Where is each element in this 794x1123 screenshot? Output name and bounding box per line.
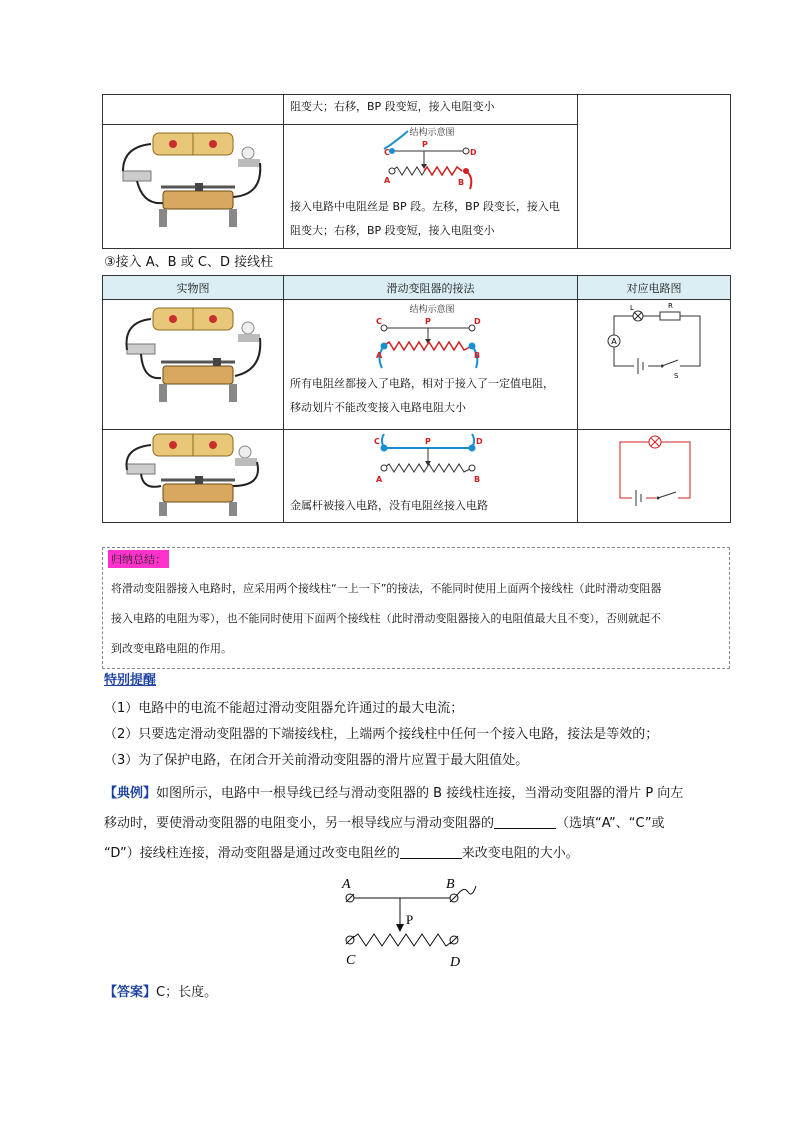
fig-label-A: A	[342, 877, 351, 892]
label-B: B	[474, 475, 481, 484]
example-line-3	[104, 839, 744, 869]
top-row2-text-1: 接入电路中电阻丝是 BP 段。左移，BP 段变长，接入电	[290, 200, 560, 213]
row2-photo-cell	[103, 430, 284, 523]
fig-label-C: C	[346, 953, 356, 968]
top-table-desc-cell-2	[284, 125, 578, 249]
label-D: D	[470, 148, 477, 157]
label-A: A	[376, 351, 383, 360]
label-B: B	[474, 351, 481, 360]
fig-label-B: B	[446, 877, 455, 892]
example-rheostat-figure	[330, 872, 490, 972]
top-row1-text: 阻变大；右移，BP 段变短，接入电阻变小	[290, 100, 495, 113]
answer-tag: 【答案】	[104, 985, 157, 1000]
example-paragraph	[104, 779, 744, 869]
fig-label-P: P	[406, 912, 414, 927]
summary-line-1: 将滑动变阻器接入电路时，应采用两个接线柱“一上一下”的接法，不能同时使用上面两个接线柱（此时滑动变阻器	[111, 582, 662, 595]
summary-body	[111, 574, 723, 664]
label-B: B	[458, 178, 465, 187]
rheostat-photo	[113, 125, 273, 235]
label-P: P	[425, 317, 431, 326]
label-P: P	[422, 140, 428, 149]
example-text-3a: “D”）接线柱连接，滑动变阻器是通过改变电阻丝的	[104, 846, 400, 861]
label-A: A	[376, 475, 383, 484]
top-table-desc-cell-1	[284, 95, 578, 125]
example-text-3b: 来改变电阻的大小。	[461, 846, 579, 861]
rheostat-photo	[113, 430, 273, 518]
row1-method-cell	[284, 300, 578, 430]
structure-diagram-1	[284, 125, 578, 195]
header-photo: 实物图	[103, 276, 284, 300]
rheostat-photo	[113, 300, 273, 410]
top-row2-text-2: 阻变大；右移，BP 段变短，接入电阻变小	[290, 224, 495, 237]
top-table-circuit-cell	[578, 95, 731, 249]
answer-blank-2[interactable]	[400, 844, 462, 859]
top-table-photo-cell-1	[103, 95, 284, 125]
label-S: S	[674, 372, 679, 380]
row2-method-cell	[284, 430, 578, 523]
answer-blank-1[interactable]	[494, 814, 556, 829]
section-heading: ③接入 A、B 或 C、D 接线柱	[104, 255, 274, 270]
label-C: C	[384, 148, 390, 157]
structure-diagram-2	[284, 300, 578, 372]
header-circuit: 对应电路图	[578, 276, 731, 300]
example-text-2a: 移动时，要使滑动变阻器的电阻变小，另一根导线应与滑动变阻器的	[104, 816, 495, 831]
example-tag: 【典例】	[104, 786, 157, 801]
notice-item-2: （2）只要选定滑动变阻器的下端接线柱，上端两个接线柱中任何一个接入电路，接法是等效的；	[104, 727, 659, 742]
row2-circuit-cell	[578, 430, 731, 523]
label-C: C	[374, 437, 380, 446]
label-R: R	[668, 302, 673, 310]
label-L: L	[630, 304, 634, 312]
circuit-diagram-2	[594, 430, 714, 510]
example-text-2b: （选填“A”、“C”或	[556, 816, 665, 831]
structure-diagram-3	[284, 430, 578, 494]
example-line-2	[104, 809, 744, 839]
top-table	[102, 94, 731, 249]
example-text-1: 如图所示，电路中一根导线已经与滑动变阻器的 B 接线柱连接，当滑动变阻器的滑片 P 向左	[156, 786, 684, 801]
example-line-1	[104, 779, 744, 809]
label-C: C	[376, 317, 382, 326]
top-table-photo-cell-2	[103, 125, 284, 249]
fig-label-D: D	[450, 955, 461, 970]
label-D: D	[474, 317, 481, 326]
label-D: D	[476, 437, 483, 446]
label-P: P	[425, 437, 431, 446]
row1-text-1: 所有电阻丝都接入了电路，相对于接入了一定值电阻，	[290, 377, 554, 390]
row1-photo-cell	[103, 300, 284, 430]
row2-text: 金属杆被接入电路，没有电阻丝接入电路	[290, 499, 488, 512]
answer-text: C；长度。	[156, 985, 218, 1000]
answer-line	[104, 978, 744, 1008]
row1-circuit-cell	[578, 300, 731, 430]
label-A: A	[384, 176, 391, 185]
notice-title: 特别提醒	[104, 673, 157, 688]
summary-box	[102, 547, 730, 669]
notice-item-1: （1）电路中的电流不能超过滑动变阻器允许通过的最大电流；	[104, 701, 464, 716]
connection-table	[102, 275, 731, 523]
summary-line-3: 到改变电路电阻的作用。	[111, 642, 232, 655]
header-method: 滑动变阻器的接法	[284, 276, 578, 300]
summary-tag: 归纳总结：	[108, 550, 169, 568]
summary-line-2: 接入电路的电阻为零），也不能同时使用下面两个接线柱（此时滑动变阻器接入的电阻值最大且不变），否则就起不	[111, 612, 661, 625]
notice-item-3: （3）为了保护电路，在闭合开关前滑动变阻器的滑片应置于最大阻值处。	[104, 753, 529, 768]
row1-text-2: 移动划片不能改变接入电路电阻大小	[290, 401, 466, 414]
diagram-title-2: 结构示意图	[409, 305, 455, 315]
ammeter-icon: A	[611, 337, 617, 346]
diagram-title-1: 结构示意图	[409, 128, 455, 138]
circuit-diagram-1	[594, 300, 714, 380]
